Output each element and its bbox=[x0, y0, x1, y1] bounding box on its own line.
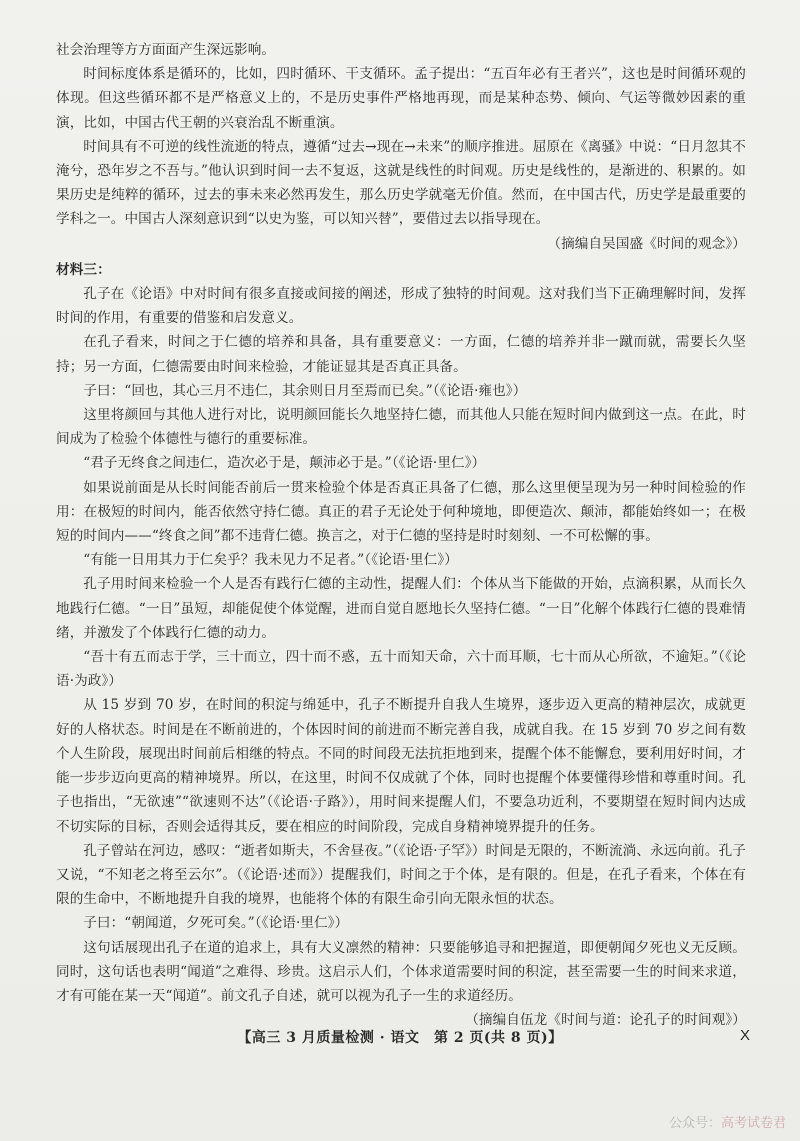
paragraph: “君子无终食之间违仁，造次必于是，颠沛必于是。”（《论语·里仁》） bbox=[83, 455, 486, 472]
paragraph: 孔子用时间来检验一个人是否有践行仁德的主动性，提醒人们：个体从当下能做的开始，点滴积累，从而长久地践行仁德。“一日”虽短，却能促使个体觉醒，进而自觉自愿地长久坚持仁德。“一日”化解个体践行仁德的畏难情绪，并激发了个体践行仁德的动力。 bbox=[56, 576, 746, 641]
paragraph: 如果说前面是从长时间能否前后一贯来检验个体是否真正具备了仁德，那么这里便呈现为另一种时间检验的作用：在极短的时间内，能否依然守持仁德。真正的君子无论处于何种境地，即便造次、颠沛，都能始终如一；在极短的时间内——“终食之间”都不违背仁德。换言之，对于仁德的坚持是时时刻刻、一不可松懈的事。 bbox=[56, 479, 746, 545]
paragraph: 子曰：“朝闻道，夕死可矣。”（《论语·里仁》） bbox=[83, 915, 349, 932]
paragraph: 孔子在《论语》中对时间有很多直接或间接的阐述，形成了独特的时间观。这对我们当下正确理解时间，发挥时间的作用，有重要的借鉴和启发意义。 bbox=[56, 286, 746, 327]
document-body bbox=[56, 38, 746, 1032]
paragraph: 这里将颜回与其他人进行对比，说明颜回能长久地坚持仁德，而其他人只能在短时间内做到这一点。在此，时间成为了检验个体德性与德行的重要标准。 bbox=[56, 407, 746, 448]
watermark-name: 高考试卷君 bbox=[720, 1116, 786, 1131]
paragraph: 孔子曾站在河边，感叹：“逝者如斯夫，不舍昼夜。”（《论语·子罕》）时间是无限的，不断流淌、永远向前。孔子又说，“不知老之将至云尔”。（《论语·述而》）提醒我们，时间之于个体，是有限的。但是，在孔子看来，个体在有限的生命中，不断地提升自我的境界，也能将个体的有限生命引向无限永恒的状态。 bbox=[56, 842, 746, 908]
paragraph: 这句话展现出孔子在道的追求上，具有大义凛然的精神：只要能够追寻和把握道，即便朝闻夕死也义无反顾。同时，这句话也表明“闻道”之难得、珍贵。这启示人们，个体求道需要时间的积淀，甚至需要一生的时间来求道，才有可能在某一天“闻道”。前文孔子自述，就可以视为孔子一生的求道经历。 bbox=[56, 939, 746, 1004]
paragraph: 子曰：“回也，其心三月不违仁，其余则日月至焉而已矣。”（《论语·雍也》） bbox=[83, 382, 527, 399]
paragraph: “吾十有五而志于学，三十而立，四十而不惑，五十而知天命，六十而耳顺，七十而从心所欲，不逾矩。”（《论语·为政》） bbox=[56, 649, 746, 690]
paragraph: 在孔子看来，时间之于仁德的培养和具备，具有重要意义：一方面，仁德的培养并非一蹴而就，需要长久坚持；另一方面，仁德需要由时间来检验，才能证显其是否真正具备。 bbox=[56, 334, 746, 375]
source-citation: （摘编自吴国盛《时间的观念》） bbox=[547, 235, 746, 252]
page-footer: 【高三 3 月质量检测 · 语文 第 2 页(共 8 页)】 bbox=[237, 1030, 563, 1046]
source-citation: （摘编自伍龙《时间与道：论孔子的时间观》） bbox=[465, 1012, 746, 1029]
paragraph: “有能一日用其力于仁矣乎？我未见力不足者。”（《论语·里仁》） bbox=[83, 552, 458, 569]
section-heading: 材料三： bbox=[56, 261, 111, 278]
paper-code-mark: X bbox=[740, 1027, 751, 1044]
paragraph: 时间标度体系是循环的，比如，四时循环、干支循环。孟子提出：“五百年必有王者兴”，这也是时间循环观的体现。但这些循环都不是严格意义上的，不是历史事件严格地再现，而是某种态势、倾向、气运等微妙因素的重演，比如，中国古代王朝的兴衰治乱不断重演。 bbox=[56, 66, 746, 131]
watermark-prefix: 公众号： bbox=[668, 1116, 721, 1131]
watermark bbox=[669, 1112, 786, 1131]
paragraph: 时间具有不可逆的线性流逝的特点，遵循“过去→现在→未来”的顺序推进。屈原在《离骚》中说：“日月忽其不淹兮，恐年岁之不吾与。”他认识到时间一去不复返，这就是线性的时间观。历史是线性的，是渐进的、积累的。如果历史是纯粹的循环，过去的事未来必然再发生，那么历史学就毫无价值。然而，在中国古代，历史学是最重要的学科之一。中国古人深刻意识到“以史为鉴，可以知兴替”，要借过去以指导现在。 bbox=[56, 138, 746, 228]
paragraph: 从 15 岁到 70 岁，在时间的积淀与绵延中，孔子不断提升自我人生境界，逐步迈入更高的精神层次，成就更好的人格状态。时间是在不断前进的，个体因时间的前进而不断完善自我，成就自我。在 15 岁到 70 岁之间有数个人生阶段，展现出时间前后相继的特点。不同的时间段无法抗拒地到来，提醒个体不能懈怠，要利用好时间，才能一步步迈向更高的精神境界。所以，在这里，时间不仅成就了个体，同时也提醒个体要懂得珍惜和尊重时间。孔子也指出，“无欲速”“欲速则不达”（《论语·子路》），用时间来提醒人们，不要急功近利，不要期望在短时间内达成不切实际的目标，否则会适得其反，要在相应的时间阶段，完成自身精神境界提升的任务。 bbox=[56, 697, 746, 835]
paragraph-continued: 社会治理等方方面面产生深远影响。 bbox=[56, 42, 276, 58]
